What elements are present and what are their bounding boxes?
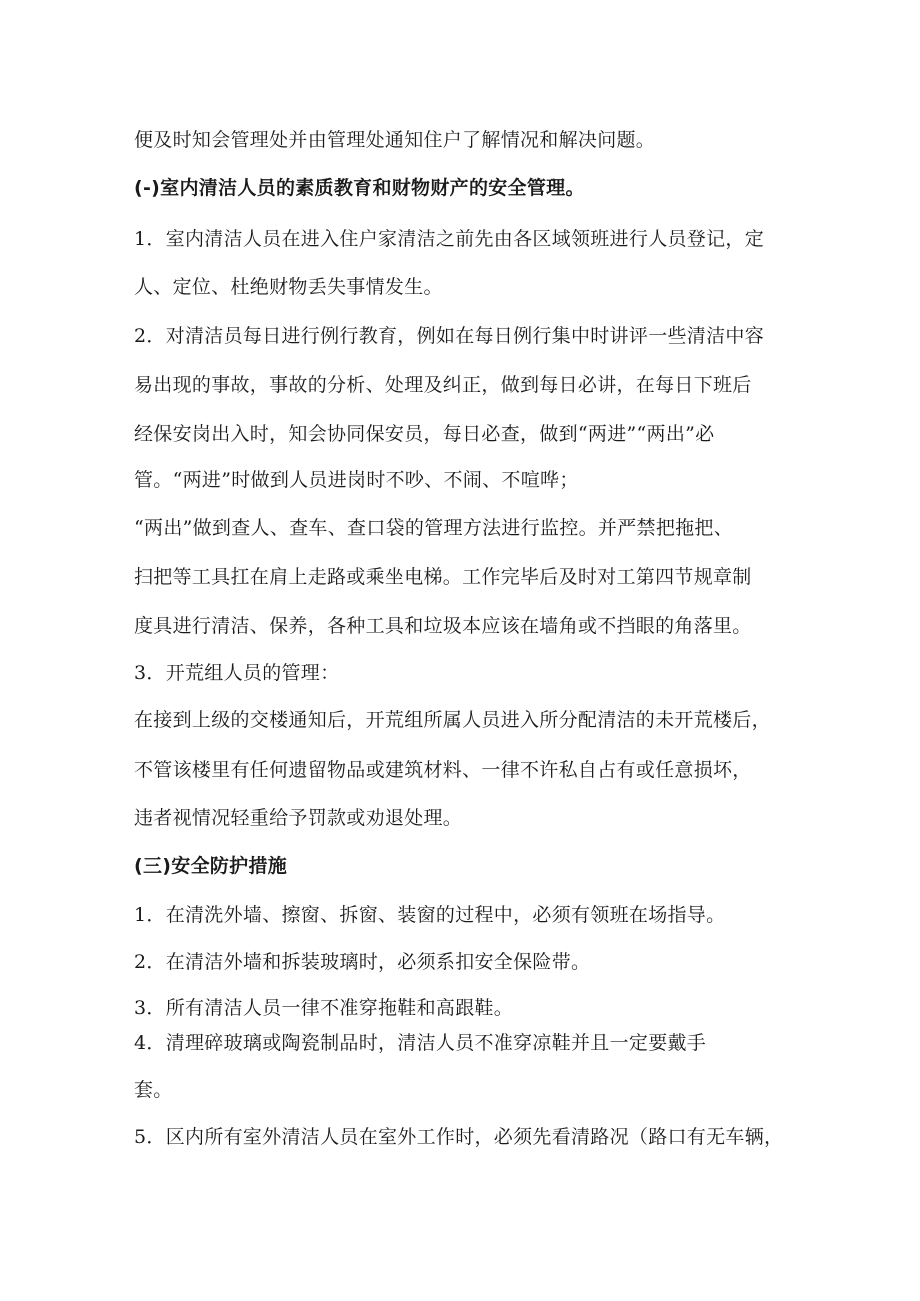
paragraph-line: 2．在清洁外墙和拆装玻璃时，必须系扣安全保险带。 (134, 951, 591, 973)
paragraph-line: 不管该楼里有任何遗留物品或建筑材料、一律不许私自占有或任意损坏， (134, 759, 752, 781)
paragraph-line: 扫把等工具扛在肩上走路或乘坐电梯。工作完毕后及时对工第四节规章制 (134, 566, 752, 588)
paragraph-line: 1．在清洗外墙、擦窗、拆窗、装窗的过程中，必须有领班在场指导。 (134, 904, 726, 926)
paragraph-line: 在接到上级的交楼通知后，开荒组所属人员进入所分配清洁的未开荒楼后， (134, 709, 771, 731)
paragraph-line: 套。 (134, 1079, 173, 1101)
paragraph-line: 度具进行清洁、保养，各种工具和垃圾本应该在墙角或不挡眼的角落里。 (134, 615, 752, 637)
paragraph-line: 经保安岗出入时，知会协同保安员，每日必查，做到“两进”“两出”必 (134, 423, 715, 445)
paragraph-line: 人、定位、杜绝财物丢失事情发生。 (134, 276, 443, 298)
paragraph-line: 便及时知会管理处并由管理处通知住户了解情况和解决问题。 (134, 129, 656, 151)
paragraph-line: 1．室内清洁人员在进入住户家清洁之前先由各区域领班进行人员登记，定 (134, 228, 764, 250)
paragraph-line: 易出现的事故，事故的分析、处理及纠正，做到每日必讲，在每日下班后 (134, 374, 752, 396)
paragraph-line: 3．所有清洁人员一律不准穿拖鞋和高跟鞋。 (134, 997, 514, 1019)
section-heading: (-)室内清洁人员的素质教育和财物财产的安全管理。 (134, 177, 585, 199)
paragraph-line: “两出”做到查人、查车、查口袋的管理方法进行监控。并严禁把拖把、 (134, 517, 734, 539)
paragraph-line: 4．清理碎玻璃或陶瓷制品时，清洁人员不准穿凉鞋并且一定要戴手 (134, 1032, 707, 1054)
paragraph-line: 5．区内所有室外清洁人员在室外工作时，必须先看清路况（路口有无车辆， (134, 1126, 784, 1148)
paragraph-line: 管。“两进”时做到人员进岗时不吵、不闹、不喧哗； (134, 469, 579, 491)
paragraph-line: 3．开荒组人员的管理： (134, 662, 340, 684)
paragraph-line: 违者视情况轻重给予罚款或劝退处理。 (134, 807, 463, 829)
section-heading: (三)安全防护措施 (134, 855, 288, 877)
paragraph-line: 2．对清洁员每日进行例行教育，例如在每日例行集中时讲评一些清洁中容 (134, 325, 764, 347)
